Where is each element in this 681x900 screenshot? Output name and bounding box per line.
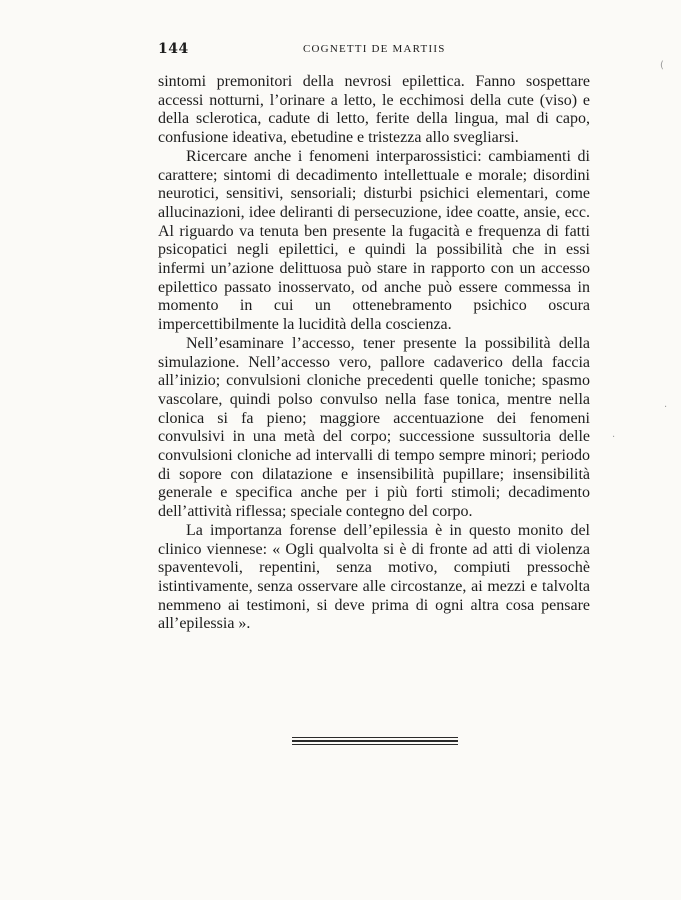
paragraph-1: sintomi premonitori della nevrosi epilettica. Fanno sospettare accessi notturni, l’orinare a letto, le ecchimosi della cute (viso) e della sclerotica, cadute di letto, ferite della lingua, mal di capo, confusione ideativa, ebetudine e tristezza allo svegliarsi. bbox=[158, 73, 590, 147]
rule-line-middle bbox=[292, 740, 458, 742]
page-number: 144 bbox=[158, 41, 189, 57]
running-head: COGNETTI DE MARTIIS bbox=[303, 43, 446, 55]
rule-line-bottom bbox=[292, 744, 458, 745]
section-end-rule bbox=[292, 737, 458, 745]
margin-speck-lower: · bbox=[612, 432, 616, 443]
paragraph-4: La importanza forense dell’epilessia è in questo monito del clinico viennese: « Ogli qualvolta si è di fronte ad atti di violenza spaventevoli, repentini, senza motivo, compiuti pressochè istintivamente, senza osservare alle circostanze, ai mezzi e talvolta nemmeno ai testimoni, si deve prima di ogni altra cosa pensare all’epilessia ». bbox=[158, 521, 590, 633]
paragraph-2: Ricercare anche i fenomeni interparossistici: cambiamenti di carattere; sintomi di decadimento intellettuale e morale; disordini neurotici, sensitivi, sensoriali; disturbi psichici elementari, come allucinazioni, idee deliranti di persecuzione, idee coatte, ansie, ecc. Al riguardo va tenuta ben presente la fugacità e frequenza di fatti psicopatici negli epilettici, e quindi la possibilità che in essi infermi un’azione delittuosa può stare in rapporto con un accesso epilettico passato inosservato, od anche può essere commessa in momento in cui un ottenebramento psichico oscura impercettibilmente la lucidità della coscienza. bbox=[158, 147, 590, 334]
paragraph-3: Nell’esaminare l’accesso, tener presente la possibilità della simulazione. Nell’accesso vero, pallore cadaverico della faccia all’inizio; convulsioni cloniche precedenti quelle toniche; spasmo vascolare, quindi polso convulso nella fase tonica, mentre nella clonica si fa pieno; maggiore accentuazione dei fenomeni convulsivi in una metà del corpo; successione sussultoria delle convulsioni cloniche ad intervalli di tempo sempre minori; periodo di sopore con dilatazione e insensibilità pupillare; insensibilità generale e specifica anche per i più forti stimoli; decadimento dell’attività riflessa; speciale contegno del corpo. bbox=[158, 334, 590, 521]
body-text bbox=[158, 73, 590, 634]
margin-speck-top: ( bbox=[660, 60, 664, 71]
rule-line-top bbox=[292, 737, 458, 738]
margin-speck-middle: · bbox=[664, 402, 668, 413]
